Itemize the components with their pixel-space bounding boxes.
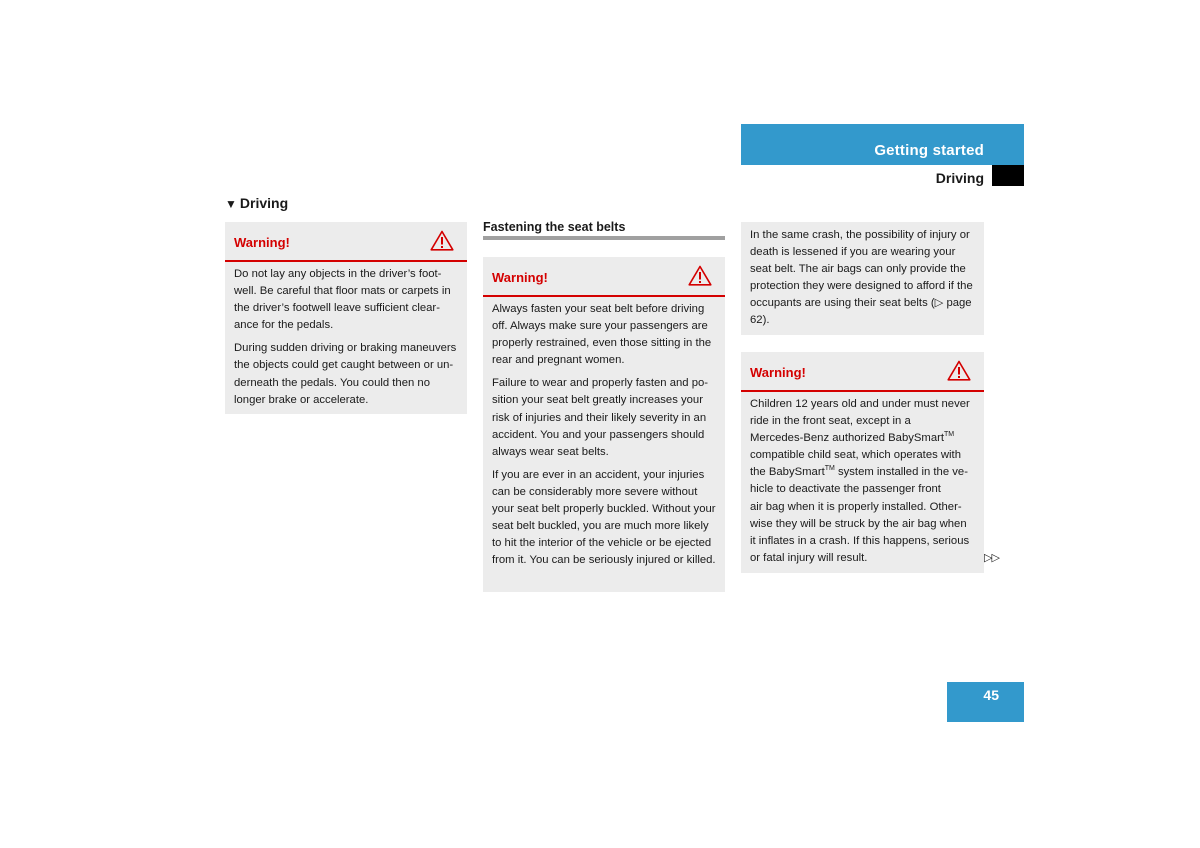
- continued-text-box: [741, 222, 984, 335]
- trademark: TM: [824, 465, 835, 473]
- warning-body: [225, 262, 467, 409]
- warning-label: Warning!: [750, 365, 806, 380]
- text-line: wise they will be struck by the air bag when: [750, 517, 967, 530]
- warning-triangle-icon: [947, 360, 971, 381]
- paragraph: If you are ever in an accident, your injuries can be considerably more severe without your seat belt properly buckled. Without your seat belt buckled, you are much more likely to hit the interior of the vehicle or be ejected from it. You can be seriously injured or killed.: [492, 468, 716, 567]
- warning-body: [741, 392, 984, 567]
- chapter-header-bar: [741, 124, 1024, 165]
- text-line: compatible child seat, which operates with: [750, 449, 961, 462]
- warning-triangle-icon: [430, 230, 454, 251]
- paragraph: In the same crash, the possibility of injury or death is lessened if you are wearing your seat belt. The air bags can only provide the protection they were designed to afford if the occupants are using their seat belts (▷ page 62).: [750, 229, 973, 327]
- page-number: 45: [983, 687, 999, 703]
- section-title: Driving: [935, 170, 984, 186]
- chapter-title: Getting started: [874, 142, 984, 159]
- trademark: TM: [944, 431, 955, 439]
- page-number-box: [947, 682, 1024, 722]
- text-line: it inflates in a crash. If this happens, serious: [750, 534, 970, 547]
- warning-label: Warning!: [234, 235, 290, 250]
- section-header: [741, 165, 1024, 186]
- warning-box-seat-belts: [483, 257, 725, 592]
- text-line: air bag when it is properly installed. Other-: [750, 500, 962, 513]
- text-line: hicle to deactivate the passenger front: [750, 483, 941, 496]
- warning-header: [225, 222, 467, 262]
- page-section-heading-text: Driving: [239, 195, 289, 211]
- paragraph: Always fasten your seat belt before driving off. Always make sure your passengers are properly restrained, even those sitting in the rear and pregnant women.: [492, 303, 712, 367]
- text-fragment: Mercedes-Benz authorized BabySmart: [750, 432, 945, 445]
- text-line: [750, 464, 975, 481]
- warning-box-footwell: [225, 222, 467, 414]
- warning-triangle-icon: [688, 265, 712, 286]
- continued-arrows-icon: ▷▷: [984, 552, 999, 564]
- page-section-heading: [225, 195, 288, 211]
- warning-box-children: [741, 352, 984, 573]
- warning-body: [483, 297, 725, 569]
- text-line: Children 12 years old and under must never: [750, 398, 970, 410]
- triangle-down-icon: ▼: [225, 197, 237, 211]
- text-fragment: the BabySmart: [750, 466, 825, 479]
- paragraph: During sudden driving or braking maneuvers the objects could get caught between or un-derneath the pedals. You could then no longer brake or accelerate.: [234, 342, 457, 406]
- text-line: [750, 430, 975, 447]
- warning-label: Warning!: [492, 270, 548, 285]
- paragraph: Do not lay any objects in the driver’s foot-well. Be careful that floor mats or carpets in the driver’s footwell leave sufficient clear-ance for the pedals.: [234, 268, 451, 332]
- paragraph: Failure to wear and properly fasten and po-sition your seat belt greatly increases your risk of injuries and their likely severity in an accident. You and your passengers should always wear seat belts.: [492, 377, 709, 458]
- warning-header: [741, 352, 984, 392]
- text-fragment: system installed in the ve-: [834, 466, 968, 479]
- text-line: ride in the front seat, except in a: [750, 415, 911, 428]
- seat-belts-heading: Fastening the seat belts: [483, 220, 626, 234]
- heading-rule: [483, 236, 725, 240]
- section-marker-block: [992, 165, 1024, 186]
- continued-body: [741, 222, 984, 330]
- warning-header: [483, 257, 725, 297]
- text-line: or fatal injury will result.: [750, 551, 868, 564]
